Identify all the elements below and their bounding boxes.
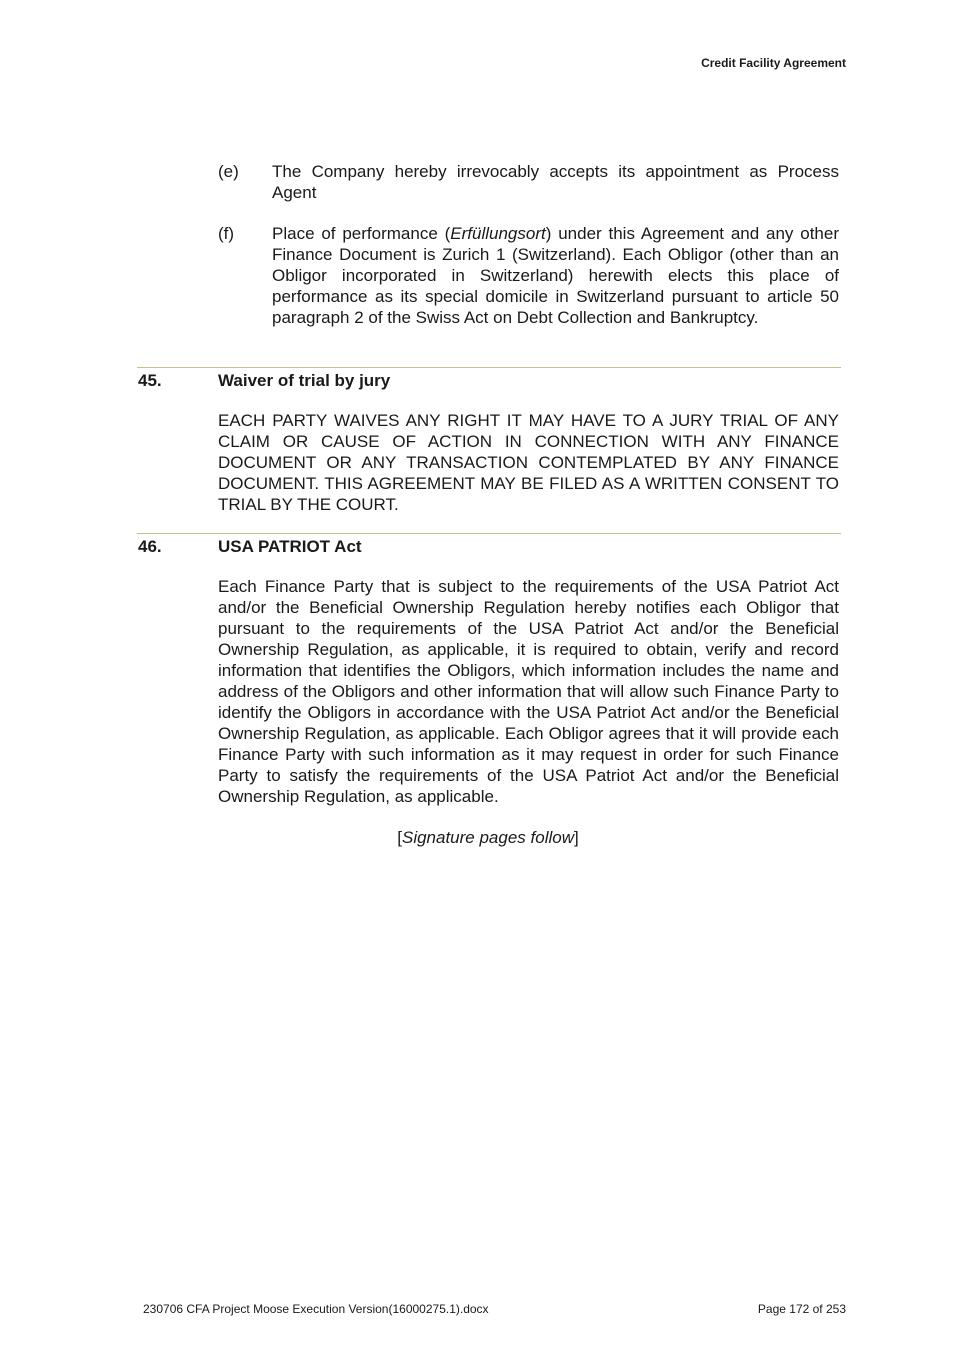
list-item-text: The Company hereby irrevocably accepts its appointment as Process Agent <box>272 162 839 202</box>
list-item-text <box>272 223 839 328</box>
section-divider <box>137 533 841 534</box>
list-item-e <box>218 161 839 203</box>
signature-note <box>218 827 758 848</box>
clause-body-46: Each Finance Party that is subject to the requirements of the USA Patriot Act and/or the Beneficial Ownership Regulation hereby notifies each Obligor that pursuant to the requirements of the USA Patriot Act and/or the Beneficial Ownership Regulation, as applicable, it is required to obtain, verify and record information that identifies the Obligors, which information includes the name and address of the Obligors and other information that will allow such Finance Party to identify the Obligors in accordance with the USA Patriot Act and/or the Beneficial Ownership Regulation, as applicable. Each Obligor agrees that it will provide each Finance Party with such information as it may request in order for such Finance Party to satisfy the requirements of the USA Patriot Act and/or the Beneficial Ownership Regulation, as applicable. <box>218 577 839 806</box>
section-divider <box>137 367 841 368</box>
bracket-open: [ <box>397 828 402 847</box>
footer-filename: 230706 CFA Project Moose Execution Version(16000275.1).docx <box>143 1302 489 1316</box>
clause-body-45: EACH PARTY WAIVES ANY RIGHT IT MAY HAVE TO A JURY TRIAL OF ANY CLAIM OR CAUSE OF ACTION IN CONNECTION WITH ANY FINANCE DOCUMENT OR ANY TRANSACTION CONTEMPLATED BY ANY FINANCE DOCUMENT. THIS AGREEMENT MAY BE FILED AS A WRITTEN CONSENT TO TRIAL BY THE COURT. <box>218 411 839 514</box>
clause-number: 45. <box>138 371 162 390</box>
clause-title: USA PATRIOT Act <box>218 537 362 556</box>
italic-term: Erfüllungsort <box>450 224 546 243</box>
bracket-close: ] <box>574 828 579 847</box>
list-marker: (e) <box>218 162 239 181</box>
list-marker: (f) <box>218 224 235 243</box>
clause-title: Waiver of trial by jury <box>218 371 391 390</box>
text-segment: ) under this Agreement and any other Finance Document is Zurich 1 (Switzerland). Each Obligor (other than an Obligor incorporated in Switzerland) herewith elects this place of performance as its special domicile in Switzerland pursuant to article 50 paragraph 2 of the Swiss Act on Debt Collection and Bankruptcy. <box>272 224 839 327</box>
signature-note-text: Signature pages follow <box>401 828 574 847</box>
clause-number: 46. <box>138 537 162 556</box>
list-item-f <box>218 223 839 328</box>
text-segment: Place of performance ( <box>272 224 451 243</box>
header-title: Credit Facility Agreement <box>701 56 846 70</box>
footer-page-number: Page 172 of 253 <box>757 1302 846 1316</box>
